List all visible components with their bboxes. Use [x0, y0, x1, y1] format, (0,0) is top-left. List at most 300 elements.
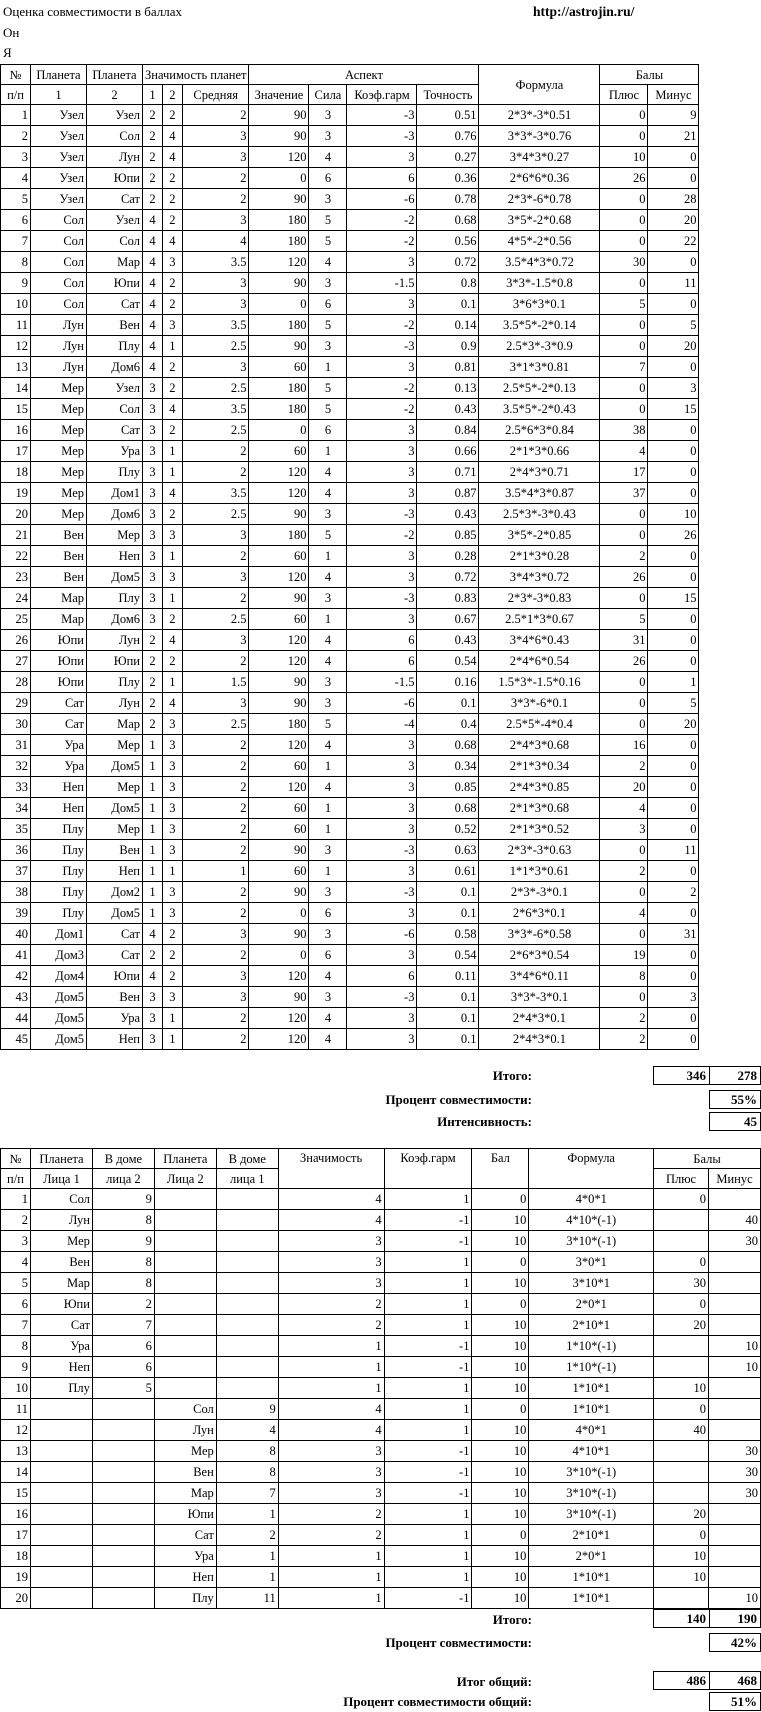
cell-planet1: Плу	[31, 840, 87, 861]
cell-sig1: 4	[143, 294, 163, 315]
cell-formula: 2*1*3*0.66	[479, 441, 600, 462]
cell-minus: 10	[648, 504, 699, 525]
cell-koef: -1	[384, 1357, 472, 1378]
cell-plus: 0	[654, 1525, 709, 1546]
cell-plus: 2	[600, 546, 648, 567]
cell-num: 12	[1, 336, 31, 357]
cell-num: 9	[1, 273, 31, 294]
cell-planet2	[154, 1210, 216, 1231]
cell-plus: 3	[600, 819, 648, 840]
cell-planet1: Сат	[31, 714, 87, 735]
cell-force: 1	[309, 819, 347, 840]
cell-avg: 2	[182, 756, 249, 777]
cell-koef: 3	[347, 147, 417, 168]
cell-accuracy: 0.1	[417, 693, 479, 714]
table-row	[1, 903, 699, 924]
t1-total-minus: 278	[709, 1066, 761, 1085]
cell-planet1: Юпи	[30, 1294, 92, 1315]
cell-planet1: Мер	[31, 462, 87, 483]
cell-minus: 0	[648, 819, 699, 840]
cell-sig1: 4	[143, 231, 163, 252]
cell-planet1: Дом4	[31, 966, 87, 987]
cell-house2	[216, 1294, 278, 1315]
table-row	[1, 252, 699, 273]
cell-planet2	[154, 1231, 216, 1252]
cell-formula: 3*10*(-1)	[529, 1483, 654, 1504]
cell-planet1: Сол	[30, 1189, 92, 1210]
cell-sig1: 1	[143, 882, 163, 903]
h-p1: 1	[31, 85, 87, 105]
cell-num: 15	[1, 399, 31, 420]
cell-avg: 2.5	[182, 378, 249, 399]
cell-planet1: Узел	[31, 147, 87, 168]
cell-planet1: Плу	[30, 1378, 92, 1399]
cell-value: 60	[249, 609, 309, 630]
cell-num: 25	[1, 609, 31, 630]
cell-koef: 3	[347, 609, 417, 630]
cell-koef: -3	[347, 840, 417, 861]
cell-planet2	[154, 1294, 216, 1315]
cell-formula: 2*4*3*0.68	[479, 735, 600, 756]
site-url[interactable]: http://astrojin.ru/	[533, 4, 635, 19]
cell-sig1: 4	[143, 966, 163, 987]
cell-num: 3	[1, 1231, 31, 1252]
h-accuracy: Точность	[417, 85, 479, 105]
cell-avg: 2	[182, 777, 249, 798]
table-row	[1, 1504, 761, 1525]
cell-minus: 26	[648, 525, 699, 546]
cell-minus: 22	[648, 231, 699, 252]
cell-accuracy: 0.1	[417, 1029, 479, 1050]
cell-planet1: Плу	[31, 861, 87, 882]
table-row	[1, 1441, 761, 1462]
cell-value: 90	[249, 504, 309, 525]
cell-sig1: 3	[143, 1029, 163, 1050]
t1-total-label: Итого:	[492, 1068, 532, 1083]
houses-table	[0, 1148, 761, 1609]
cell-avg: 2	[182, 945, 249, 966]
cell-force: 3	[309, 672, 347, 693]
cell-koef: 3	[347, 462, 417, 483]
cell-formula: 2*0*1	[529, 1546, 654, 1567]
cell-force: 3	[309, 588, 347, 609]
cell-num: 8	[1, 252, 31, 273]
cell-planet2: Сол	[154, 1399, 216, 1420]
cell-num: 18	[1, 1546, 31, 1567]
cell-koef: -3	[347, 105, 417, 126]
h-value: Значение	[249, 85, 309, 105]
cell-formula: 2*1*3*0.34	[479, 756, 600, 777]
cell-force: 3	[309, 273, 347, 294]
cell-num: 10	[1, 294, 31, 315]
cell-plus: 4	[600, 903, 648, 924]
cell-accuracy: 0.81	[417, 357, 479, 378]
cell-num: 5	[1, 1273, 31, 1294]
cell-num: 13	[1, 1441, 31, 1462]
cell-minus: 20	[648, 336, 699, 357]
table-row	[1, 777, 699, 798]
cell-force: 4	[309, 1029, 347, 1050]
cell-koef: 3	[347, 735, 417, 756]
cell-planet1: Сол	[31, 273, 87, 294]
cell-minus: 15	[648, 399, 699, 420]
cell-formula: 2*3*-3*0.83	[479, 588, 600, 609]
cell-sig: 4	[278, 1210, 384, 1231]
cell-minus: 0	[648, 651, 699, 672]
h2-koef: Коэф.гарм	[384, 1149, 472, 1189]
cell-value: 120	[249, 483, 309, 504]
cell-avg: 2.5	[182, 609, 249, 630]
table-row	[1, 1189, 761, 1210]
cell-plus: 20	[654, 1315, 709, 1336]
h2-pp: п/п	[1, 1169, 31, 1189]
cell-bal: 10	[472, 1483, 529, 1504]
cell-formula: 2*3*-3*0.51	[479, 105, 600, 126]
cell-num: 11	[1, 315, 31, 336]
h2-face2: Лица 2	[154, 1169, 216, 1189]
table-row	[1, 147, 699, 168]
cell-sig1: 3	[143, 420, 163, 441]
t2-total-plus: 140	[653, 1609, 710, 1628]
cell-minus: 30	[708, 1441, 760, 1462]
cell-avg: 1	[182, 861, 249, 882]
cell-plus	[654, 1588, 709, 1609]
cell-house2: 2	[216, 1525, 278, 1546]
h-pp: п/п	[1, 85, 31, 105]
h2-planet1: Планета	[30, 1149, 92, 1169]
cell-planet2	[154, 1357, 216, 1378]
cell-planet1: Мер	[31, 378, 87, 399]
cell-formula: 4*10*1	[529, 1441, 654, 1462]
cell-sig2: 2	[162, 273, 182, 294]
cell-sig2: 3	[162, 567, 182, 588]
cell-plus: 0	[600, 924, 648, 945]
cell-bal: 10	[472, 1588, 529, 1609]
cell-planet2: Мер	[87, 777, 143, 798]
h-plus: Плюс	[600, 85, 648, 105]
cell-formula: 4*0*1	[529, 1189, 654, 1210]
cell-num: 36	[1, 840, 31, 861]
cell-planet2: Плу	[87, 588, 143, 609]
cell-sig1: 2	[143, 147, 163, 168]
cell-force: 4	[309, 1008, 347, 1029]
cell-accuracy: 0.16	[417, 672, 479, 693]
cell-sig2: 1	[162, 1008, 182, 1029]
cell-force: 4	[309, 462, 347, 483]
cell-sig1: 3	[143, 399, 163, 420]
table-row	[1, 399, 699, 420]
cell-minus: 21	[648, 126, 699, 147]
cell-planet1: Мер	[30, 1231, 92, 1252]
cell-num: 34	[1, 798, 31, 819]
cell-accuracy: 0.66	[417, 441, 479, 462]
cell-minus	[708, 1546, 760, 1567]
cell-sig2: 1	[162, 462, 182, 483]
cell-koef: 3	[347, 252, 417, 273]
cell-num: 19	[1, 483, 31, 504]
cell-avg: 3	[182, 147, 249, 168]
cell-house2: 4	[216, 1420, 278, 1441]
h2-plus: Плюс	[654, 1169, 709, 1189]
table-row	[1, 798, 699, 819]
cell-planet2	[154, 1315, 216, 1336]
cell-plus: 5	[600, 609, 648, 630]
cell-sig1: 3	[143, 546, 163, 567]
table-row	[1, 609, 699, 630]
cell-formula: 2*10*1	[529, 1525, 654, 1546]
cell-sig1: 4	[143, 357, 163, 378]
cell-planet2: Дом6	[87, 357, 143, 378]
cell-sig1: 1	[143, 861, 163, 882]
cell-koef: -4	[347, 714, 417, 735]
h-formula: Формула	[479, 65, 600, 105]
cell-sig1: 3	[143, 525, 163, 546]
cell-num: 23	[1, 567, 31, 588]
cell-koef: 3	[347, 567, 417, 588]
cell-num: 9	[1, 1357, 31, 1378]
cell-plus: 10	[654, 1567, 709, 1588]
cell-value: 120	[249, 966, 309, 987]
cell-formula: 3*6*3*0.1	[479, 294, 600, 315]
cell-planet2: Сат	[87, 294, 143, 315]
cell-minus: 3	[648, 987, 699, 1008]
cell-value: 120	[249, 777, 309, 798]
cell-house2: 9	[216, 1399, 278, 1420]
cell-sig1: 4	[143, 924, 163, 945]
cell-force: 3	[309, 504, 347, 525]
cell-house2	[216, 1231, 278, 1252]
cell-minus: 30	[708, 1483, 760, 1504]
cell-num: 17	[1, 1525, 31, 1546]
cell-accuracy: 0.61	[417, 861, 479, 882]
cell-avg: 3	[182, 567, 249, 588]
cell-planet1: Вен	[31, 546, 87, 567]
cell-minus	[708, 1420, 760, 1441]
cell-house2	[216, 1378, 278, 1399]
cell-koef: 3	[347, 798, 417, 819]
cell-plus: 4	[600, 798, 648, 819]
cell-formula: 3*4*6*0.11	[479, 966, 600, 987]
table-row	[1, 693, 699, 714]
cell-num: 22	[1, 546, 31, 567]
cell-sig1: 3	[143, 441, 163, 462]
cell-planet1: Узел	[31, 189, 87, 210]
cell-planet1: Мер	[31, 504, 87, 525]
cell-formula: 1*1*3*0.61	[479, 861, 600, 882]
cell-force: 4	[309, 735, 347, 756]
cell-house1: 6	[92, 1336, 154, 1357]
cell-planet1: Плу	[31, 819, 87, 840]
table-row	[1, 504, 699, 525]
cell-house2	[216, 1357, 278, 1378]
page-title: Оценка совместимости в баллах	[3, 4, 182, 19]
cell-num: 39	[1, 903, 31, 924]
cell-planet2: Сат	[87, 420, 143, 441]
cell-bal: 10	[472, 1315, 529, 1336]
cell-plus: 0	[654, 1294, 709, 1315]
cell-koef: -1	[384, 1231, 472, 1252]
cell-value: 60	[249, 441, 309, 462]
cell-koef: -2	[347, 378, 417, 399]
h2-inhouse2: В доме	[216, 1149, 278, 1169]
cell-formula: 2*4*3*0.71	[479, 462, 600, 483]
cell-planet1	[30, 1504, 92, 1525]
cell-num: 32	[1, 756, 31, 777]
cell-planet1: Ура	[31, 756, 87, 777]
cell-num: 24	[1, 588, 31, 609]
cell-force: 4	[309, 651, 347, 672]
cell-minus: 1	[648, 672, 699, 693]
cell-formula: 3*3*-6*0.58	[479, 924, 600, 945]
cell-accuracy: 0.28	[417, 546, 479, 567]
cell-avg: 3.5	[182, 399, 249, 420]
t1-int: 45	[709, 1112, 761, 1131]
cell-sig1: 4	[143, 273, 163, 294]
cell-num: 44	[1, 1008, 31, 1029]
cell-minus	[708, 1567, 760, 1588]
cell-value: 180	[249, 231, 309, 252]
cell-minus	[708, 1525, 760, 1546]
cell-num: 20	[1, 1588, 31, 1609]
h-avg: Средняя	[182, 85, 249, 105]
cell-plus: 38	[600, 420, 648, 441]
cell-minus: 10	[708, 1357, 760, 1378]
cell-plus: 10	[654, 1546, 709, 1567]
cell-bal: 10	[472, 1441, 529, 1462]
cell-house1: 8	[92, 1273, 154, 1294]
h2-planet2: Планета	[154, 1149, 216, 1169]
h2-formula: Формула	[529, 1149, 654, 1189]
cell-plus: 2	[600, 1029, 648, 1050]
cell-avg: 2	[182, 105, 249, 126]
cell-koef: 3	[347, 756, 417, 777]
cell-force: 3	[309, 336, 347, 357]
cell-house1	[92, 1462, 154, 1483]
cell-formula: 1*10*1	[529, 1588, 654, 1609]
cell-planet1: Неп	[30, 1357, 92, 1378]
cell-sig2: 1	[162, 588, 182, 609]
cell-sig1: 4	[143, 315, 163, 336]
cell-planet2: Юпи	[87, 651, 143, 672]
cell-avg: 2	[182, 168, 249, 189]
table-row	[1, 1399, 761, 1420]
cell-plus: 0	[600, 987, 648, 1008]
cell-value: 120	[249, 567, 309, 588]
cell-minus: 0	[648, 1008, 699, 1029]
cell-num: 8	[1, 1336, 31, 1357]
table-row	[1, 567, 699, 588]
cell-planet2: Дом5	[87, 798, 143, 819]
cell-formula: 1*10*(-1)	[529, 1357, 654, 1378]
cell-formula: 3*3*-1.5*0.8	[479, 273, 600, 294]
cell-avg: 2	[182, 798, 249, 819]
cell-num: 3	[1, 147, 31, 168]
cell-planet2: Лун	[154, 1420, 216, 1441]
cell-sig1: 4	[143, 210, 163, 231]
cell-plus: 0	[600, 504, 648, 525]
cell-koef: 1	[384, 1420, 472, 1441]
cell-value: 60	[249, 861, 309, 882]
cell-force: 4	[309, 483, 347, 504]
cell-force: 3	[309, 924, 347, 945]
cell-avg: 2	[182, 882, 249, 903]
cell-accuracy: 0.68	[417, 210, 479, 231]
cell-formula: 3.5*4*3*0.72	[479, 252, 600, 273]
table-row	[1, 1336, 761, 1357]
table-row	[1, 1273, 761, 1294]
cell-planet1: Лун	[31, 357, 87, 378]
cell-sig2: 3	[162, 819, 182, 840]
cell-value: 0	[249, 945, 309, 966]
cell-house2: 8	[216, 1441, 278, 1462]
table-row	[1, 483, 699, 504]
cell-num: 15	[1, 1483, 31, 1504]
cell-accuracy: 0.76	[417, 126, 479, 147]
cell-num: 30	[1, 714, 31, 735]
cell-avg: 2.5	[182, 714, 249, 735]
cell-avg: 2	[182, 588, 249, 609]
cell-value: 90	[249, 987, 309, 1008]
cell-bal: 10	[472, 1420, 529, 1441]
table-row	[1, 987, 699, 1008]
t1-int-label: Интенсивность:	[437, 1114, 532, 1129]
cell-house1: 8	[92, 1252, 154, 1273]
cell-force: 6	[309, 168, 347, 189]
cell-accuracy: 0.1	[417, 903, 479, 924]
cell-num: 43	[1, 987, 31, 1008]
cell-planet1: Мер	[31, 441, 87, 462]
cell-value: 180	[249, 210, 309, 231]
table-row	[1, 189, 699, 210]
cell-sig: 1	[278, 1378, 384, 1399]
cell-planet2: Вен	[154, 1462, 216, 1483]
cell-value: 0	[249, 903, 309, 924]
cell-formula: 1*10*1	[529, 1567, 654, 1588]
cell-formula: 3*5*-2*0.68	[479, 210, 600, 231]
cell-value: 120	[249, 1008, 309, 1029]
cell-num: 40	[1, 924, 31, 945]
cell-sig2: 2	[162, 378, 182, 399]
cell-koef: -3	[347, 336, 417, 357]
cell-koef: -1	[384, 1588, 472, 1609]
cell-value: 60	[249, 756, 309, 777]
cell-minus: 0	[648, 462, 699, 483]
cell-planet2: Вен	[87, 840, 143, 861]
cell-bal: 10	[472, 1546, 529, 1567]
cell-sig1: 2	[143, 105, 163, 126]
cell-minus	[708, 1294, 760, 1315]
cell-sig1: 1	[143, 798, 163, 819]
cell-num: 16	[1, 420, 31, 441]
cell-sig: 1	[278, 1588, 384, 1609]
cell-value: 90	[249, 105, 309, 126]
cell-planet2: Неп	[87, 861, 143, 882]
table-row	[1, 1462, 761, 1483]
cell-sig: 2	[278, 1294, 384, 1315]
cell-sig1: 3	[143, 1008, 163, 1029]
cell-planet2: Мер	[87, 819, 143, 840]
cell-planet1: Плу	[31, 882, 87, 903]
t1-total-plus: 346	[653, 1066, 710, 1085]
cell-force: 3	[309, 987, 347, 1008]
cell-koef: 3	[347, 861, 417, 882]
cell-planet1: Ура	[31, 735, 87, 756]
cell-planet2: Плу	[154, 1588, 216, 1609]
cell-sig1: 1	[143, 840, 163, 861]
cell-planet2: Сат	[87, 945, 143, 966]
cell-sig2: 1	[162, 336, 182, 357]
cell-num: 1	[1, 1189, 31, 1210]
